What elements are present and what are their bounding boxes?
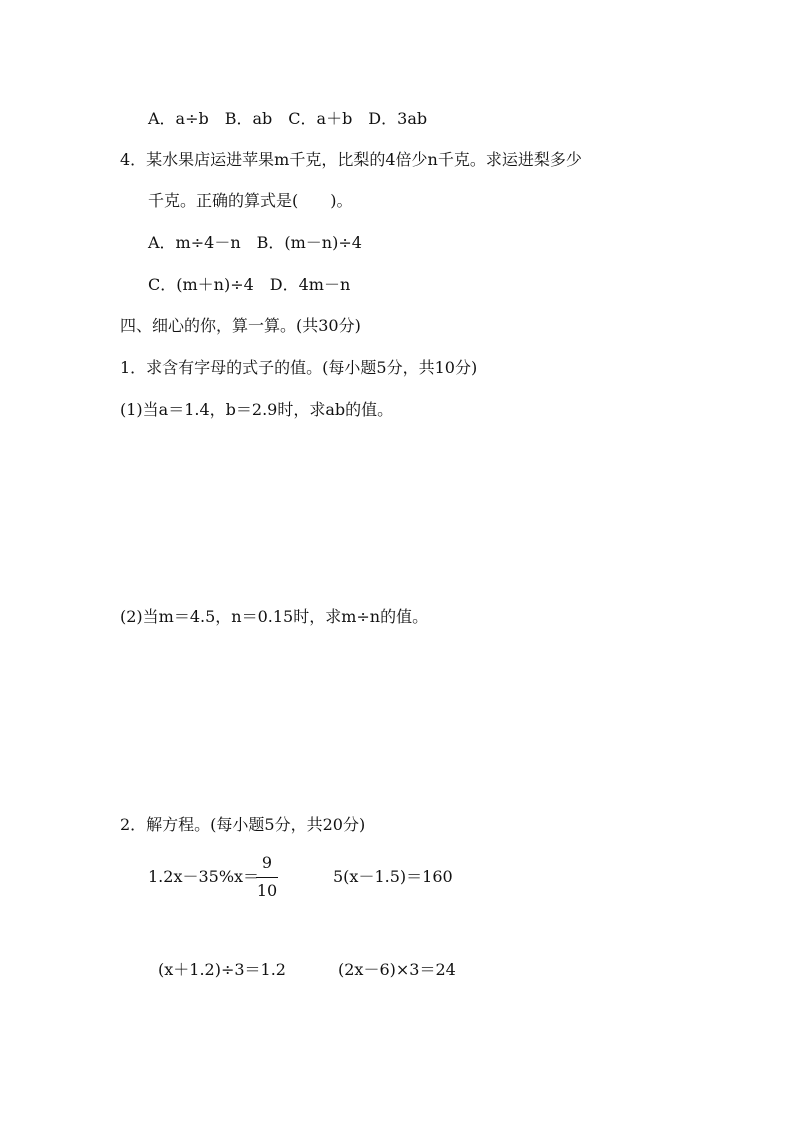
q4-stem-line1: 4．某水果店运进苹果m千克，比梨的4倍少n千克。求运进梨多少 [120,150,582,169]
equation-3: (x＋1.2)÷3＝1.2 [158,960,286,979]
q3-options: A．a÷b B．ab C．a＋b D．3ab [148,109,428,128]
q4-options-line2: C．(m＋n)÷4 D．4m－n [148,275,351,294]
q4-stem-line2: 千克。正确的算式是( )。 [148,191,353,210]
equation-1-left: 1.2x－35%x＝ [148,867,260,886]
part1-question-1: (1)当a＝1.4，b＝2.9时，求ab的值。 [120,400,394,419]
part2-title: 2．解方程。(每小题5分，共20分) [120,815,366,834]
part1-question-2: (2)当m＝4.5，n＝0.15时，求m÷n的值。 [120,607,429,626]
fraction-bar [256,877,278,878]
equation-4: (2x－6)×3＝24 [338,960,456,979]
q4-options-line1: A．m÷4－n B．(m－n)÷4 [148,233,362,252]
equation-2: 5(x－1.5)＝160 [333,867,453,886]
part1-title: 1．求含有字母的式子的值。(每小题5分，共10分) [120,358,478,377]
section4-title: 四、细心的你，算一算。(共30分) [120,316,361,335]
fraction-numerator: 9 [261,853,273,872]
fraction-denominator: 10 [256,881,278,900]
